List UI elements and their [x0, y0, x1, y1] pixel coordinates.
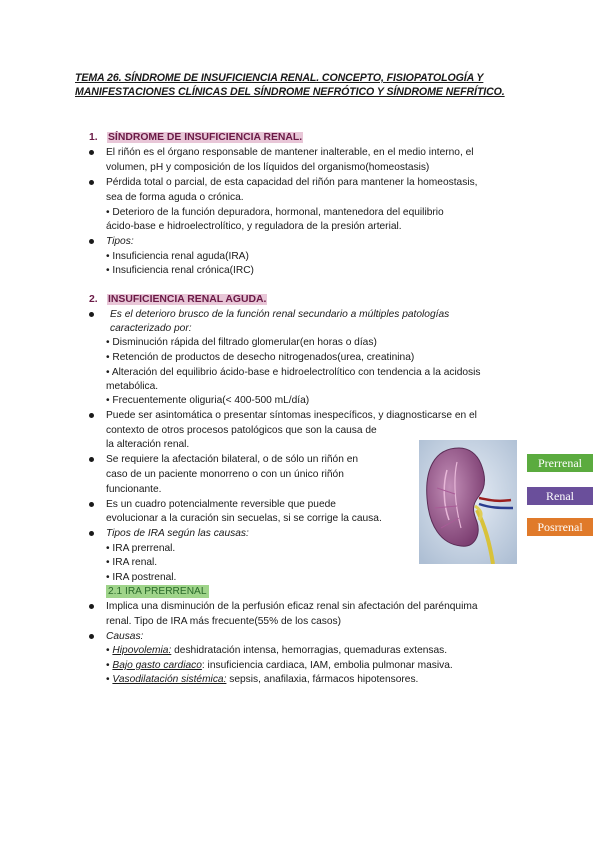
s1-line: • Deterioro de la función depuradora, hormonal, mantenedora del equilibrio	[106, 207, 444, 218]
subsection-2-1-heading: 2.1 IRA PRERRENAL	[108, 586, 207, 597]
s2-line: • IRA renal.	[106, 557, 158, 568]
s2-line: • IRA prerrenal.	[106, 543, 176, 554]
s1-line: ácido-base e hidroelectrolítico, y reguladora de la presión arterial.	[106, 221, 402, 232]
s1-line: Pérdida total o parcial, de esta capacidad del riñón para mantener la homeostasis,	[106, 177, 478, 188]
bullet-icon	[89, 634, 94, 639]
bullet-icon	[89, 312, 94, 317]
s3-line: Causas:	[106, 631, 144, 642]
bullet-icon	[89, 150, 94, 155]
bullet-icon	[89, 502, 94, 507]
section-2-title: INSUFICIENCIA RENAL AGUDA.	[108, 294, 267, 305]
bullet-icon	[89, 413, 94, 418]
s1-line: sea de forma aguda o crónica.	[106, 192, 244, 203]
s2-line: caso de un paciente monorreno o con un único riñón	[106, 469, 344, 480]
s2-line: Es el deterioro brusco de la función renal secundario a múltiples patologías	[110, 309, 450, 320]
label-renal: Renal	[527, 487, 593, 505]
label-prerrenal: Prerrenal	[527, 454, 593, 472]
bullet-icon	[89, 531, 94, 536]
s2-line: Puede ser asintomática o presentar síntomas inespecíficos, y diagnosticarse en el	[106, 410, 477, 421]
s2-line: • Frecuentemente oliguria(< 400-500 mL/día)	[106, 395, 310, 406]
s2-line: • Retención de productos de desecho nitrogenados(urea, creatinina)	[106, 352, 415, 363]
s1-line: El riñón es el órgano responsable de mantener inalterable, en el medio interno, el	[106, 147, 474, 158]
cause-item: • Vasodilatación sistémica: sepsis, anafilaxia, fármacos hipotensores.	[106, 674, 419, 685]
s1-line: volumen, pH y composición de los líquidos del organismo(homeostasis)	[106, 162, 430, 173]
s2-line: Tipos de IRA según las causas:	[106, 528, 249, 539]
section-2-heading: 2. INSUFICIENCIA RENAL AGUDA.	[89, 294, 267, 305]
section-1-title: SÍNDROME DE INSUFICIENCIA RENAL.	[108, 132, 303, 143]
s2-line: evolucionar a la curación sin secuelas, si se corrige la causa.	[106, 513, 382, 524]
s2-line: • Alteración del equilibrio ácido-base e hidroelectrolítico con tendencia a la acidosis	[106, 367, 481, 378]
bullet-icon	[89, 604, 94, 609]
s3-line: renal. Tipo de IRA más frecuente(55% de los casos)	[106, 616, 341, 627]
s1-line: Tipos:	[106, 236, 134, 247]
s2-line: la alteración renal.	[106, 439, 190, 450]
s2-line: Es un cuadro potencialmente reversible que puede	[106, 499, 336, 510]
s2-line: contexto de otros procesos patológicos que son la causa de	[106, 425, 377, 436]
document-title: TEMA 26. SÍNDROME DE INSUFICIENCIA RENAL. CONCEPTO, FISIOPATOLOGÍA Y MANIFESTACIONES CLÍNICAS DEL SÍNDROME NEFRÓTICO Y SÍNDROME NEFRÍTICO.	[75, 72, 505, 98]
cause-item: • Hipovolemia: deshidratación intensa, hemorragias, quemaduras extensas.	[106, 645, 448, 656]
s2-line: • IRA postrenal.	[106, 572, 177, 583]
kidney-illustration	[419, 440, 517, 564]
s3-line: Implica una disminución de la perfusión eficaz renal sin afectación del parénquima	[106, 601, 478, 612]
cause-item: • Bajo gasto cardiaco: insuficiencia cardiaca, IAM, embolia pulmonar masiva.	[106, 660, 453, 671]
s2-line: funcionante.	[106, 484, 162, 495]
section-1-heading: 1. SÍNDROME DE INSUFICIENCIA RENAL.	[89, 132, 303, 143]
s2-line: metabólica.	[106, 381, 159, 392]
label-posrrenal: Posrrenal	[527, 518, 593, 536]
bullet-icon	[89, 180, 94, 185]
s1-line: • Insuficiencia renal crónica(IRC)	[106, 265, 254, 276]
s2-line: Se requiere la afectación bilateral, o de sólo un riñón en	[106, 454, 359, 465]
bullet-icon	[89, 239, 94, 244]
s2-line: • Disminución rápida del filtrado glomerular(en horas o días)	[106, 337, 377, 348]
s1-line: • Insuficiencia renal aguda(IRA)	[106, 251, 249, 262]
bullet-icon	[89, 457, 94, 462]
s2-line: caracterizado por:	[110, 323, 192, 334]
